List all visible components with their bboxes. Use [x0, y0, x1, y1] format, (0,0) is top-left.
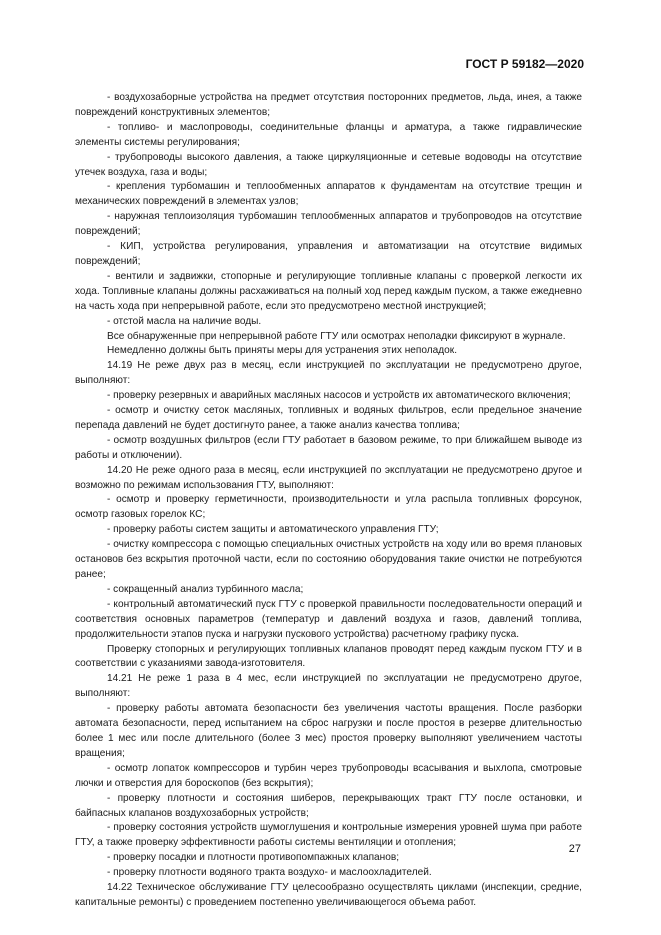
paragraph: - воздухозаборные устройства на предмет отсутствия посторонних предметов, льда, инея, а также повреждений конструктивных элементов; — [75, 92, 582, 118]
paragraph: - проверку плотности и состояния шиберов, перекрывающих тракт ГТУ после остановки, и байпасных клапанов воздухозаборных устройств; — [75, 792, 582, 819]
paragraph: - крепления турбомашин и теплообменных аппаратов к фундаментам на отсутствие трещин и механических повреждений в элементах узлов; — [75, 181, 582, 208]
page-number: 27 — [568, 843, 581, 855]
standard-designation: ГОСТ Р 59182—2020 — [465, 57, 584, 71]
paragraph: - отстой масла на наличие воды. — [107, 315, 262, 327]
paragraph: Все обнаруженные при непрерывной работе ГТУ или осмотрах неполадки фиксируют в журнале. — [107, 330, 566, 342]
paragraph: - осмотр и проверку герметичности, производительности и угла распыла топливных форсунок, осмотр газовых горелок КС; — [75, 494, 582, 521]
paragraph: - проверку резервных и аварийных масляных насосов и устройств их автоматического включения; — [107, 390, 571, 402]
section-14-19: 14.19 Не реже двух раз в месяц, если инструкцией по эксплуатации не предусмотрено другое, выполняют: — [75, 360, 582, 387]
paragraph: - наружная теплоизоляция турбомашин теплообменных аппаратов и трубопроводов на отсутствие повреждений; — [75, 211, 582, 238]
paragraph: - осмотр лопаток компрессоров и турбин через трубопроводы всасывания и выхлопа, смотровые лючки и отверстия для бороскопов (без вскрытия); — [75, 762, 582, 789]
paragraph: Немедленно должны быть приняты меры для устранения этих неполадок. — [107, 345, 458, 357]
section-14-22: 14.22 Техническое обслуживание ГТУ целесообразно осуществлять циклами (инспекции, средние, капитальные ремонты) с проведением постепенно увеличивающегося объема работ. — [75, 882, 582, 908]
paragraph: Проверку стопорных и регулирующих топливных клапанов проводят перед каждым пуском ГТУ и в соответствии с указаниями завода-изготовителя. — [75, 643, 582, 670]
paragraph: - трубопроводы высокого давления, а также циркуляционные и сетевые водоводы на отсутствие утечек воздуха, газа и воды; — [75, 151, 582, 178]
paragraph: - контрольный автоматический пуск ГТУ с проверкой правильности последовательности операций и соответствия основных параметров (температур и давлений воздуха и газов, давлений топлива, продолжительности этапов пуска и нагрузки пускового устройства) расчетному графику пуска. — [75, 598, 582, 640]
paragraph: - проверку работы автомата безопасности без увеличения частоты вращения. После разборки автомата безопасности, перед испытанием на сброс нагрузки и после простоя в резерве длительностью более 1 мес или после длительного (более 3 мес) простоя проверку выполняют увеличением частоты вращения; — [75, 703, 582, 759]
paragraph: - проверку состояния устройств шумоглушения и контрольные измерения уровней шума при работе ГТУ, а также проверку эффективности работы системы вентиляции и отопления; — [75, 822, 582, 849]
paragraph: - осмотр воздушных фильтров (если ГТУ работает в базовом режиме, то при ближайшем выводе из работы и отключении). — [75, 434, 582, 461]
paragraph: - проверку плотности водяного тракта воздухо- и маслоохладителей. — [107, 867, 432, 879]
paragraph: - проверку посадки и плотности противопомпажных клапанов; — [107, 852, 400, 864]
paragraph: - проверку работы систем защиты и автоматического управления ГТУ; — [107, 524, 439, 536]
paragraph: - вентили и задвижки, стопорные и регулирующие топливные клапаны с проверкой легкости их хода. Топливные клапаны должны расхаживаться на полный ход перед каждым пуском, а также ежедневно на часть хода при непрерывной работе, если это предусмотрено местной инструкцией; — [75, 270, 582, 312]
paragraph: - сокращенный анализ турбинного масла; — [107, 583, 304, 595]
section-14-21: 14.21 Не реже 1 раза в 4 мес, если инструкцией по эксплуатации не предусмотрено другое, выполняют: — [75, 673, 582, 700]
paragraph: - КИП, устройства регулирования, управления и автоматизации на отсутствие видимых повреждений; — [75, 241, 582, 267]
section-14-20: 14.20 Не реже одного раза в месяц, если инструкцией по эксплуатации не предусмотрено другое и возможно по режимам использования ГТУ, выполняют: — [75, 464, 582, 491]
paragraph: - очистку компрессора с помощью специальных очистных устройств на ходу или во время плановых остановов без вскрытия проточной части, если по состоянию оборудования такие очистки не потребуются ранее; — [75, 539, 582, 580]
paragraph: - осмотр и очистку сеток масляных, топливных и водяных фильтров, если предельное значение перепада давлений не будет достигнуто ранее, а также анализ качества топлива; — [75, 405, 582, 431]
paragraph: - топливо- и маслопроводы, соединительные фланцы и арматура, а также гидравлические элементы системы регулирования; — [75, 121, 582, 148]
document-body — [75, 91, 582, 911]
